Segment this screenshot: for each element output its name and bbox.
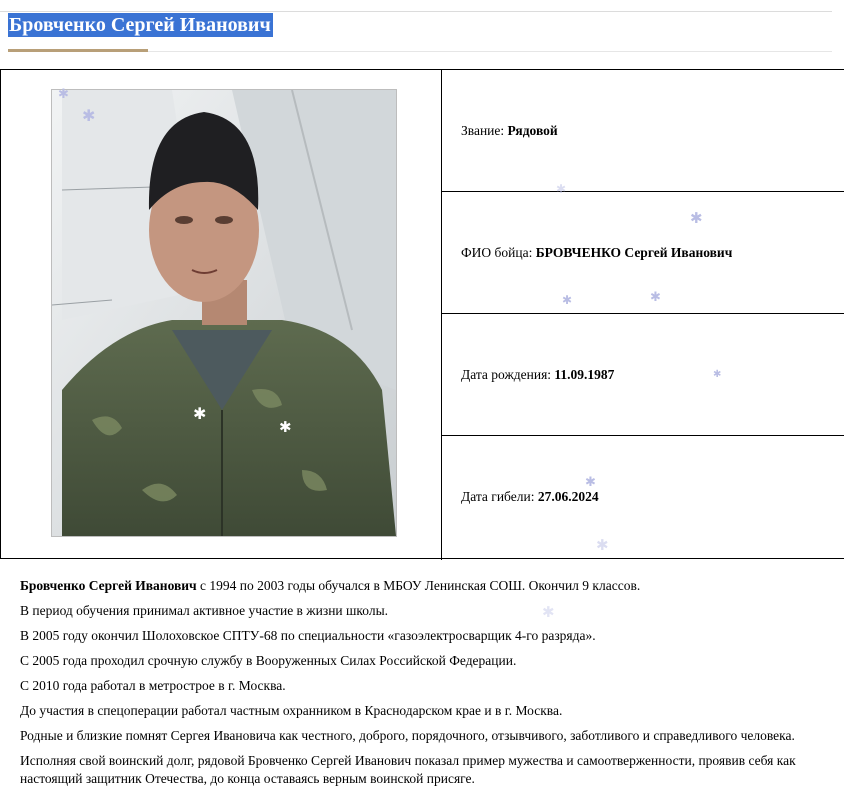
page-title-wrap bbox=[8, 13, 273, 37]
page-title[interactable]: Бровченко Сергей Иванович bbox=[9, 14, 271, 36]
bio-lead bbox=[20, 577, 844, 595]
biography bbox=[20, 577, 844, 795]
deathdate-label: Дата гибели: bbox=[461, 489, 538, 504]
deathdate-value: 27.06.2024 bbox=[537, 489, 599, 504]
fullname-field bbox=[461, 245, 732, 261]
rank-cell bbox=[442, 70, 844, 192]
deathdate-cell bbox=[442, 436, 844, 558]
bio-paragraph: Исполняя свой воинский долг, рядовой Бровченко Сергей Иванович показал пример мужества и самоотверженности, проявив себя как настоящий защитник Отечества, до конца оставаясь верным воинской присяге. bbox=[20, 753, 796, 786]
deathdate-field bbox=[461, 489, 599, 505]
snowflake-icon: ✱ bbox=[596, 536, 609, 554]
snowflake-icon: ✱ bbox=[690, 209, 703, 227]
birthdate-cell bbox=[442, 314, 844, 436]
snowflake-icon: ✱ bbox=[585, 475, 596, 490]
rank-field bbox=[461, 123, 558, 139]
birthdate-field bbox=[461, 367, 614, 383]
snowflake-icon: ✱ bbox=[58, 87, 69, 102]
snowflake-icon: ✱ bbox=[713, 369, 722, 380]
snowflake-icon: ✱ bbox=[542, 603, 555, 621]
snowflake-icon: ✱ bbox=[556, 182, 567, 196]
bio-paragraph: Родные и близкие помнят Сергея Ивановича как честного, доброго, порядочного, отзывчивого, заботливого и справедливого человека. bbox=[20, 728, 795, 743]
snowflake-icon: ✱ bbox=[562, 293, 573, 307]
bio-paragraph: В период обучения принимал активное участие в жизни школы. bbox=[20, 603, 389, 618]
title-underline bbox=[8, 49, 148, 52]
birthdate-label: Дата рождения: bbox=[461, 366, 555, 382]
title-divider bbox=[148, 51, 832, 52]
bio-paragraph: С 2010 года работал в метрострое в г. Москва. bbox=[20, 678, 286, 693]
bio-lead-name: Бровченко Сергей Иванович bbox=[20, 578, 197, 593]
snowflake-icon: ✱ bbox=[82, 106, 96, 125]
rank-value: Рядовой bbox=[507, 122, 558, 138]
snowflake-icon: ✱ bbox=[279, 418, 292, 436]
snowflake-icon: ✱ bbox=[193, 404, 207, 423]
bio-paragraph: До участия в спецоперации работал частным охранником в Краснодарском крае и в г. Москва. bbox=[20, 703, 563, 718]
fullname-value: БРОВЧЕНКО Сергей Иванович bbox=[535, 244, 733, 260]
soldier-photo-illustration bbox=[52, 87, 396, 536]
bio-lead-text: с 1994 по 2003 годы обучался в МБОУ Ленинская СОШ. Окончил 9 классов. bbox=[196, 578, 641, 593]
photo-cell bbox=[1, 70, 442, 560]
soldier-photo[interactable] bbox=[51, 89, 397, 537]
rank-label: Звание: bbox=[461, 122, 508, 138]
soldier-card bbox=[0, 69, 844, 559]
fullname-cell bbox=[442, 192, 844, 314]
bio-paragraph: С 2005 года проходил срочную службу в Вооруженных Силах Российской Федерации. bbox=[20, 653, 517, 668]
birthdate-value: 11.09.1987 bbox=[554, 366, 615, 382]
header-divider bbox=[0, 11, 832, 12]
snowflake-icon: ✱ bbox=[650, 290, 661, 305]
bio-paragraph: В 2005 году окончил Шолоховское СПТУ-68 по специальности «газоэлектросварщик 4-го разряда». bbox=[20, 628, 596, 643]
fullname-label: ФИО бойца: bbox=[461, 244, 536, 260]
